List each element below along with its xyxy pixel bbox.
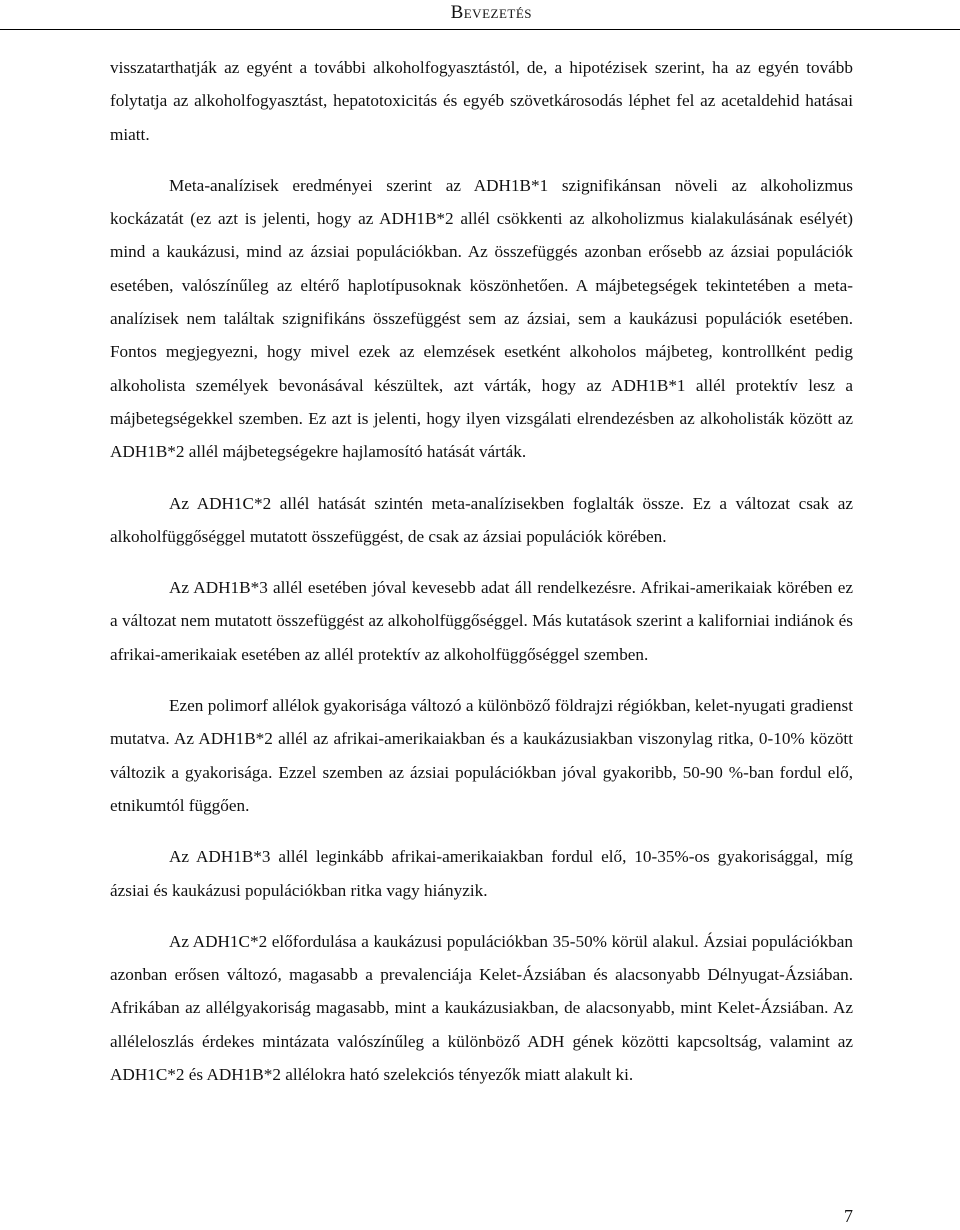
paragraph: Az ADH1B*3 allél esetében jóval kevesebb adat áll rendelkezésre. Afrikai-amerikaiak körében ez a változat nem mutatott összefüggést az alkoholfüggőséggel. Más kutatások szerint a kaliforniai indiánok és afrikai-amerikaiak esetében az allél protektív az alkoholfüggőséggel szemben. xyxy=(110,578,853,664)
body-text xyxy=(110,51,853,1109)
page-number: 7 xyxy=(844,1206,853,1226)
paragraph: visszatarthatják az egyént a további alkoholfogyasztástól, de, a hipotézisek szerint, ha az egyén tovább folytatja az alkoholfogyasztást, hepatotoxicitás és egyéb szövetkárosodás léphet fel az acetaldehid hatásai miatt. xyxy=(110,58,853,144)
paragraph: Az ADH1C*2 allél hatását szintén meta-analízisekben foglalták össze. Ez a változat csak az alkoholfüggőséggel mutatott összefüggést, de csak az ázsiai populációk körében. xyxy=(110,493,853,546)
running-header xyxy=(0,0,960,30)
running-title: Bevezetés xyxy=(450,2,532,23)
paragraph: Ezen polimorf allélok gyakorisága változó a különböző földrajzi régiókban, kelet-nyugati gradienst mutatva. Az ADH1B*2 allél az afrikai-amerikaiakban és a kaukázusiakban viszonylag ritka, 0-10% között változik a gyakorisága. Ezzel szemben az ázsiai populációkban jóval gyakoribb, 50-90 %-ban fordul elő, etnikumtól függően. xyxy=(110,696,853,815)
paragraph: Az ADH1C*2 előfordulása a kaukázusi populációkban 35-50% körül alakul. Ázsiai populációkban azonban erősen változó, magasabb a prevalenciája Kelet-Ázsiában és alacsonyabb Délnyugat-Ázsiában. Afrikában az allélgyakoriság magasabb, mint a kaukázusiakban, de alacsonyabb, mint Kelet-Ázsiában. Az alléleloszlás érdekes mintázata valószínűleg a különböző ADH gének közötti kapcsoltság, valamint az ADH1C*2 és ADH1B*2 allélokra ható szelekciós tényezők miatt alakult ki. xyxy=(110,931,853,1085)
paragraph: Az ADH1B*3 allél leginkább afrikai-amerikaiakban fordul elő, 10-35%-os gyakorisággal, míg ázsiai és kaukázusi populációkban ritka vagy hiányzik. xyxy=(110,847,853,900)
paragraph: Meta-analízisek eredményei szerint az ADH1B*1 szignifikánsan növeli az alkoholizmus kockázatát (ez azt is jelenti, hogy az ADH1B*2 allél csökkenti az alkoholizmus kialakulásának esélyét) mind a kaukázusi, mind az ázsiai populációkban. Az összefüggés azonban erősebb az ázsiai populációk esetében, valószínűleg az eltérő haplotípusoknak köszönhetően. A májbetegségek tekintetében a meta-analízisek nem találtak szignifikáns összefüggést sem az ázsiai, sem a kaukázusi populációk esetében. Fontos megjegyezni, hogy mivel ezek az elemzések esetként alkoholos májbeteg, kontrollként pedig alkoholista személyek bevonásával készültek, azt várták, hogy az ADH1B*1 allél protektív lesz a májbetegségekkel szemben. Ez azt is jelenti, hogy ilyen vizsgálati elrendezésben az alkoholisták között az ADH1B*2 allél májbetegségekre hajlamosító hatását várták. xyxy=(110,175,853,462)
